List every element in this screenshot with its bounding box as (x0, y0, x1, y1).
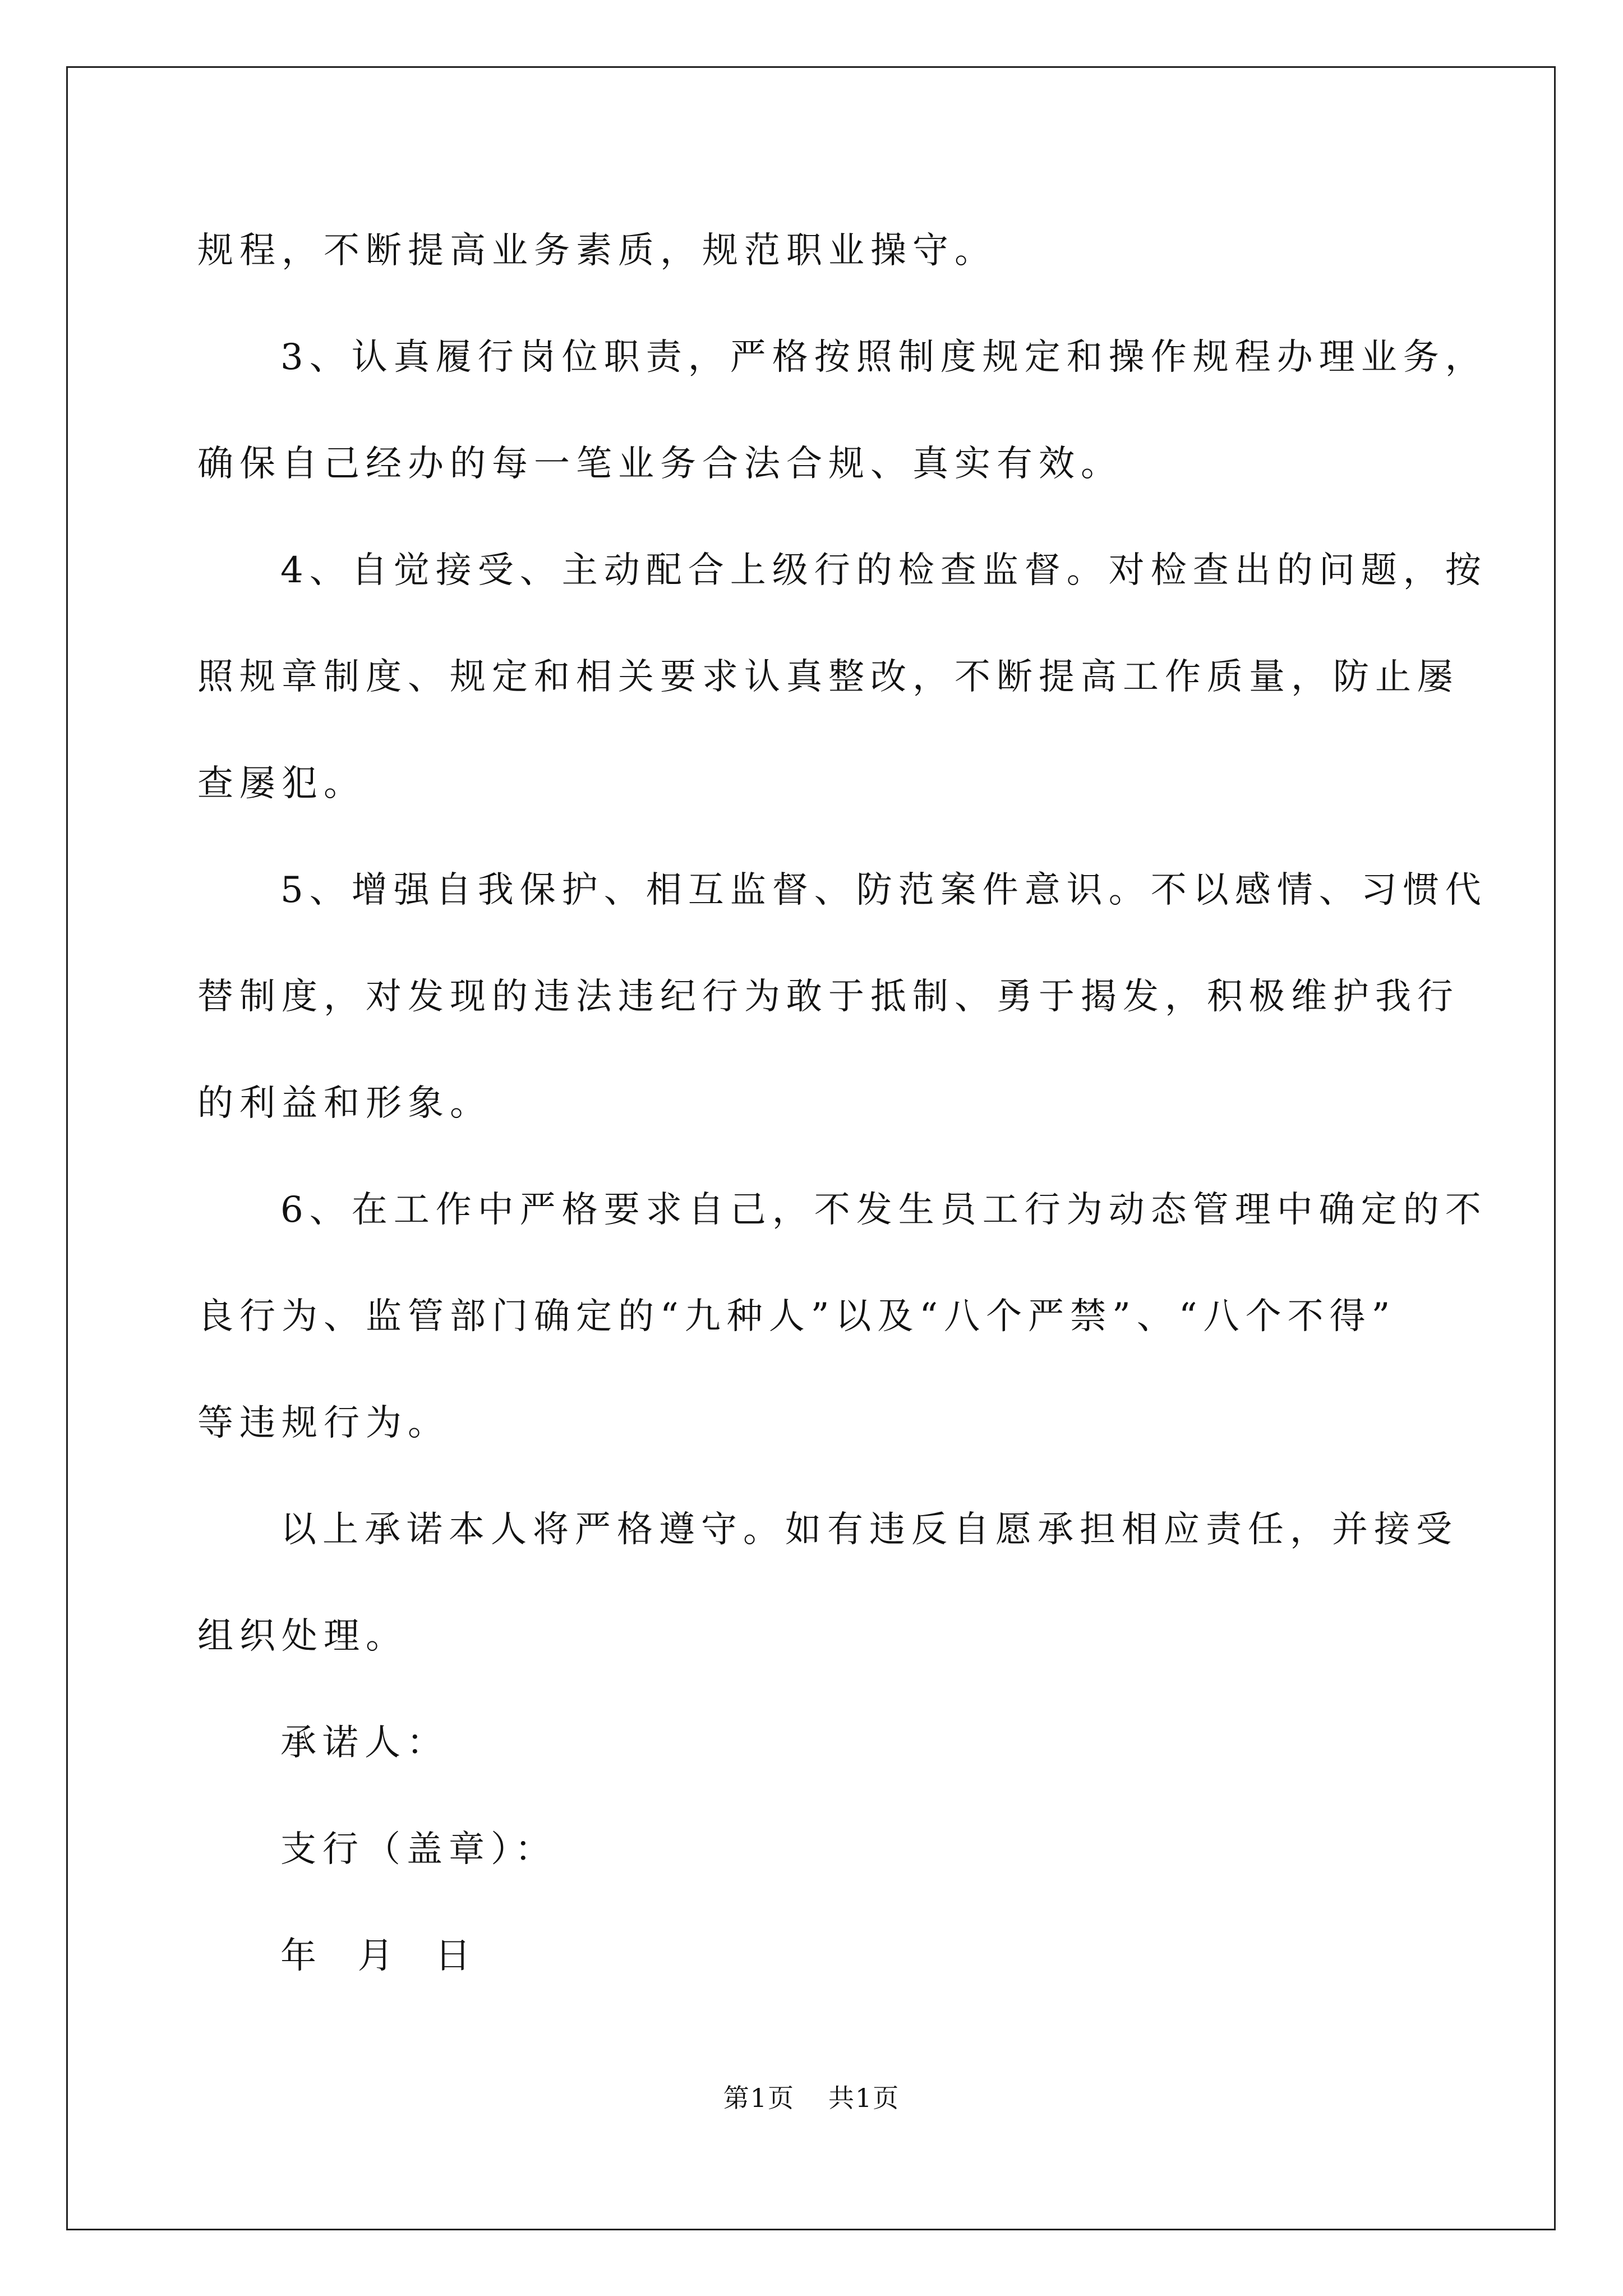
text-line: 替制度，对发现的违法违纪行为敢于抵制、勇于揭发，积极维护我行 (197, 976, 1459, 1018)
text-line: 以上承诺本人将严格遵守。如有违反自愿承担相应责任，并接受 (280, 1509, 1458, 1550)
text-line: 6、在工作中严格要求自己，不发生员工行为动态管理中确定的不 (280, 1189, 1487, 1231)
page-footer (0, 2081, 1623, 2115)
branch-seal-label: 支行（盖章）： (280, 1829, 557, 1870)
page-border (66, 66, 1556, 2230)
text-line: 的利益和形象。 (197, 1083, 492, 1124)
text-line: 4、自觉接受、主动配合上级行的检查监督。对检查出的问题，按 (280, 550, 1487, 591)
date-label: 年 月 日 (280, 1935, 477, 1977)
promisor-label: 承诺人： (280, 1722, 449, 1764)
text-line: 规程，不断提高业务素质，规范职业操守。 (197, 230, 997, 272)
text-line: 5、增强自我保护、相互监督、防范案件意识。不以感情、习惯代 (280, 869, 1487, 911)
text-line: 等违规行为。 (197, 1402, 450, 1444)
text-line: 确保自己经办的每一笔业务合法合规、真实有效。 (197, 443, 1123, 485)
page-total: 共1页 (828, 2083, 900, 2113)
text-line: 照规章制度、规定和相关要求认真整改，不断提高工作质量，防止屡 (197, 656, 1459, 698)
text-line: 查屡犯。 (197, 763, 366, 804)
text-line: 良行为、监管部门确定的“九种人”以及“八个严禁”、“八个不得” (197, 1296, 1396, 1337)
text-line: 3、认真履行岗位职责，严格按照制度规定和操作规程办理业务， (280, 337, 1487, 378)
text-line: 组织处理。 (197, 1616, 408, 1657)
page-current: 第1页 (723, 2083, 795, 2113)
